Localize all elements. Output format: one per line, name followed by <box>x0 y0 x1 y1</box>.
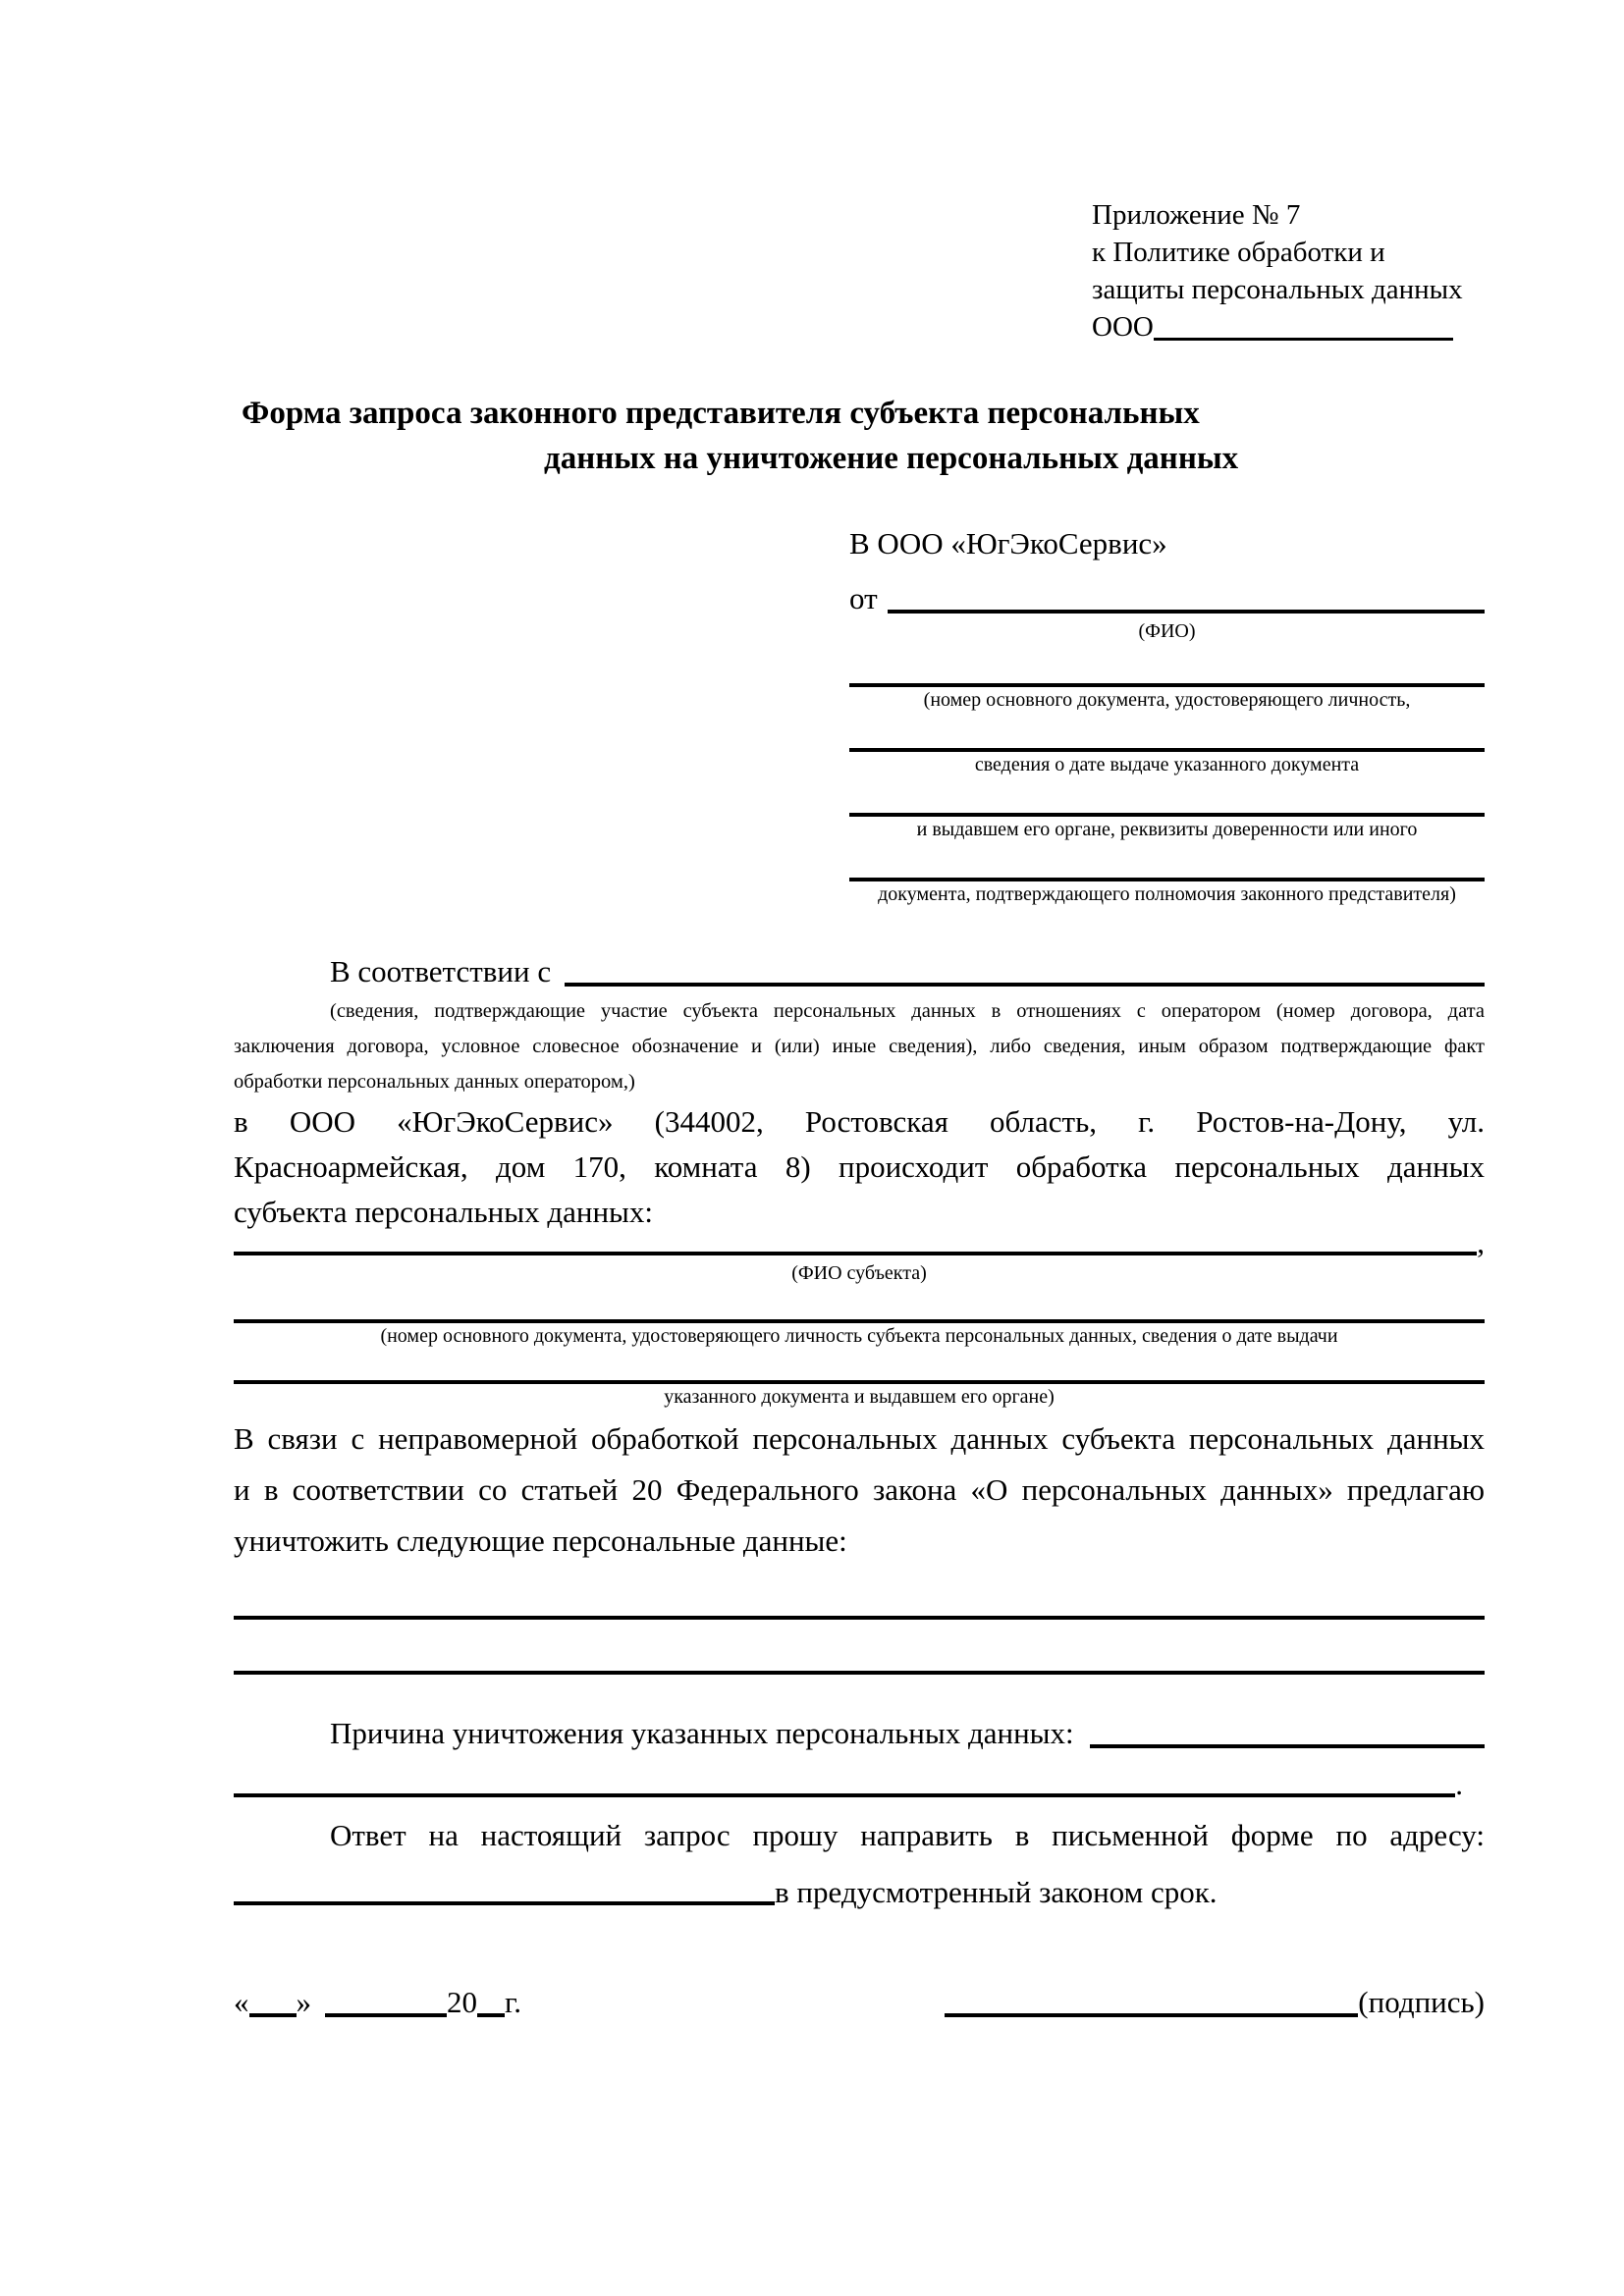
personal-data-line-2[interactable] <box>234 1620 1485 1675</box>
issuing-authority-line[interactable] <box>849 777 1485 817</box>
subject-document-line-2[interactable] <box>234 1349 1485 1384</box>
authority-document-caption: документа, подтверждающего полномочия законного представителя) <box>878 883 1456 905</box>
destruction-reason-line-2[interactable] <box>234 1793 1455 1797</box>
note-line-3: обработки персональных данных оператором,) <box>234 1071 635 1093</box>
unlawful-line-1: В связи с неправомерной обработкой персональных данных субъекта персональных данных <box>234 1421 1485 1456</box>
issue-date-caption: сведения о дате выдаче указанного документа <box>974 754 1360 775</box>
date-year-line[interactable] <box>477 2013 505 2017</box>
reason-period: . <box>1455 1767 1463 1801</box>
main-body <box>234 952 1485 2022</box>
quote-close: » <box>296 1985 311 2019</box>
from-label: от <box>849 581 878 615</box>
year-suffix: г. <box>505 1985 521 2019</box>
document-content <box>234 196 1485 2022</box>
operator-line-1: в ООО «ЮгЭкоСервис» (344002, Ростовская область, г. Ростов-на-Дону, ул. <box>234 1104 1485 1139</box>
addressee-company: В ООО «ЮгЭкоСервис» <box>849 526 1167 561</box>
address-row <box>234 1871 1485 1910</box>
form-title <box>234 391 1485 481</box>
subject-fio-comma: , <box>1477 1225 1485 1259</box>
answer-line: Ответ на настоящий запрос прошу направить в письменной форме по адресу: <box>330 1818 1485 1852</box>
note-line-1: (сведения, подтверждающие участие субъекта персональных данных в отношениях с оператором (номер договора, дата <box>330 1000 1485 1022</box>
answer-suffix: в предусмотренный законом срок. <box>775 1875 1218 1909</box>
reason-row <box>234 1714 1485 1753</box>
operator-line-3: субъекта персональных данных: <box>234 1195 653 1229</box>
company-name-line[interactable] <box>1154 338 1453 341</box>
signature-line[interactable] <box>945 2013 1358 2017</box>
destruction-reason-line[interactable] <box>1090 1744 1485 1748</box>
signature-group <box>945 1983 1485 2022</box>
accordance-row <box>234 952 1485 991</box>
subject-document-caption-2: указанного документа и выдавшем его органе) <box>664 1386 1055 1408</box>
personal-data-line-1[interactable] <box>234 1567 1485 1620</box>
reason-continuation-row <box>234 1769 1485 1802</box>
document-number-caption: (номер основного документа, удостоверяющего личность, <box>923 689 1411 711</box>
signature-date-row <box>234 1983 1485 2022</box>
note-line-2: заключения договора, условное словесное обозначение и (или) иные сведения), либо сведения, иным образом подтверждающие факт <box>234 1036 1485 1057</box>
representative-fio-line[interactable] <box>888 610 1485 614</box>
subject-fio-line[interactable] <box>234 1252 1477 1255</box>
response-address-line[interactable] <box>234 1901 775 1905</box>
date-group <box>234 1983 521 2022</box>
quote-open: « <box>234 1985 249 2019</box>
issuing-authority-caption: и выдавшем его органе, реквизиты доверенности или иного <box>916 819 1418 840</box>
company-ooo-label: ООО <box>1092 311 1154 343</box>
date-month-line[interactable] <box>325 2013 447 2017</box>
subject-document-line[interactable] <box>234 1286 1485 1323</box>
operator-line-2: Красноармейская, дом 170, комната 8) происходит обработка персональных данных <box>234 1149 1485 1184</box>
appendix-block <box>1092 196 1485 346</box>
authority-document-line[interactable] <box>849 842 1485 881</box>
operator-paragraph <box>234 1099 1485 1235</box>
fio-caption: (ФИО) <box>1138 620 1196 642</box>
appendix-line-3: защиты персональных данных <box>1092 274 1463 305</box>
appendix-line-2: к Политике обработки и <box>1092 237 1385 268</box>
from-row <box>849 579 1485 618</box>
title-line-2: данных на уничтожение персональных данных <box>544 441 1239 476</box>
signature-caption: (подпись) <box>1358 1985 1485 2019</box>
accordance-label: В соответствии с <box>330 954 552 988</box>
unlawful-line-3: уничтожить следующие персональные данные: <box>234 1523 847 1558</box>
issue-date-line[interactable] <box>849 713 1485 752</box>
unlawful-paragraph <box>234 1414 1485 1567</box>
unlawful-line-2: и в соответствии со статьей 20 Федерального закона «О персональных данных» предлагаю <box>234 1472 1485 1507</box>
accordance-note <box>234 993 1485 1099</box>
year-prefix: 20 <box>447 1985 477 2019</box>
subject-fio-row <box>234 1225 1485 1260</box>
subject-document-caption-1: (номер основного документа, удостоверяющего личность субъекта персональных данных, сведения о дате выдачи <box>380 1325 1338 1347</box>
addressee-block <box>849 524 1485 907</box>
company-row <box>1092 308 1485 346</box>
document-number-line[interactable] <box>849 644 1485 687</box>
date-day-line[interactable] <box>249 2013 297 2017</box>
title-line-1: Форма запроса законного представителя субъекта персональных <box>242 396 1200 431</box>
appendix-line-1: Приложение № 7 <box>1092 199 1301 231</box>
subject-fio-caption: (ФИО субъекта) <box>791 1262 927 1284</box>
agreement-details-line[interactable] <box>565 983 1485 987</box>
reason-label: Причина уничтожения указанных персональных данных: <box>330 1716 1074 1750</box>
